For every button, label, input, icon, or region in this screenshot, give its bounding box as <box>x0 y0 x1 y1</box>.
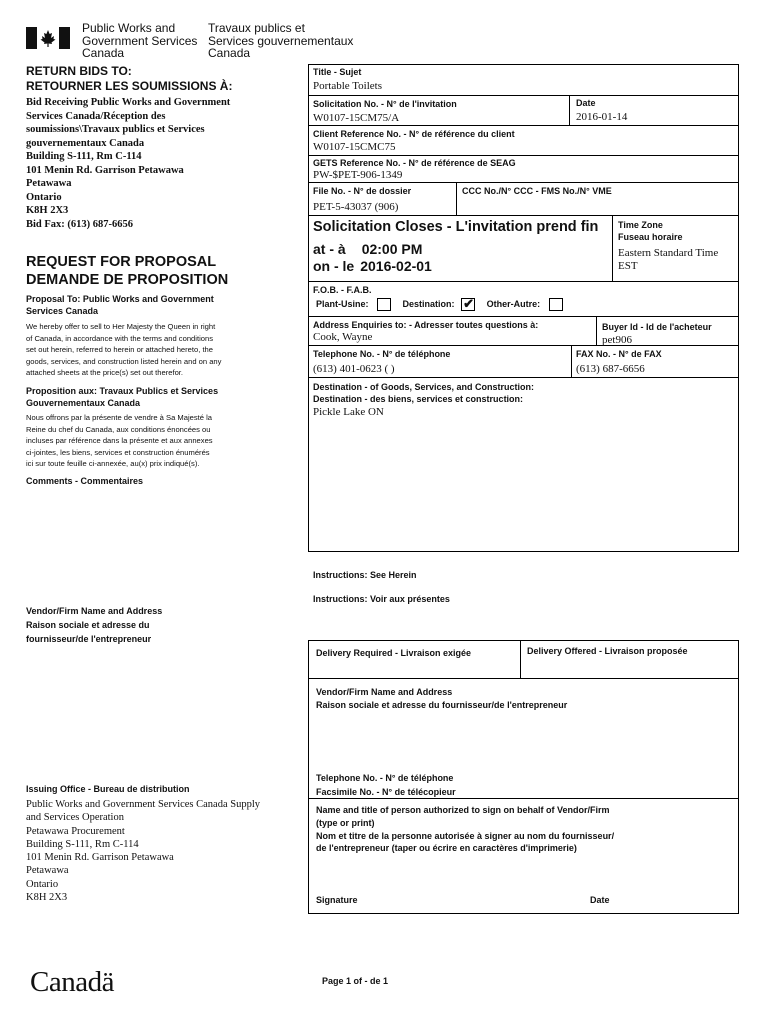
vendor-firm-label: Vendor/Firm Name and Address Raison sociale et adresse du fournisseur/de l'entrepreneur <box>316 687 568 710</box>
gets-ref-value: PW-$PET-906-1349 <box>313 169 403 181</box>
rfp-title: REQUEST FOR PROPOSAL DEMANDE DE PROPOSITION <box>26 254 229 288</box>
solicitation-closes: Solicitation Closes - L'invitation prend fin <box>313 219 599 235</box>
page-number: Page 1 of - de 1 <box>322 976 389 986</box>
other-label: Other-Autre: <box>486 298 541 309</box>
plant-checkbox[interactable] <box>377 298 391 311</box>
signature-label: Signature <box>316 895 358 905</box>
offer-text-en: We hereby offer to sell to Her Majesty the Queen in right of Canada, in accordance with the terms and conditions set out herein, referred to herein or attached hereto, the goods, services, and construction listed herein and on any attached sheets at the price(s) set out therefor. <box>26 322 222 377</box>
department-name-en: Public Works and Government Services Canada <box>82 21 198 60</box>
vendor-telephone-label: Telephone No. - N° de téléphone Facsimile No. - N° de télécopieur <box>316 773 456 797</box>
proposition-aux: Proposition aux: Travaux Publics et Services Gouvernementaux Canada <box>26 386 219 408</box>
proposal-to: Proposal To: Public Works and Government Services Canada <box>26 294 214 316</box>
plant-label: Plant-Usine: <box>316 298 369 309</box>
solicitation-label: Solicitation No. - N° de l'invitation <box>313 99 457 109</box>
date-value: 2016-01-14 <box>576 111 628 123</box>
return-bids-title: RETURN BIDS TO: RETOURNER LES SOUMISSIONS À: <box>26 64 233 93</box>
delivery-offered-label: Delivery Offered - Livraison proposée <box>527 646 688 656</box>
buyer-id-label: Buyer Id - Id de l'acheteur <box>602 322 712 332</box>
return-bids-address: Bid Receiving Public Works and Government Services Canada/Réception des soumissions\Travaux publics et Services gouvernementaux Canada Building S-111, Rm C-114 101 Menin Rd. Garrison Petawawa Petawawa Ontario K8H 2X3 Bid Fax: (613) 687-6656 <box>26 97 231 230</box>
buyer-id-value: pet906 <box>602 334 632 346</box>
fob-options <box>316 298 563 311</box>
destination-label: Destination: <box>402 298 455 309</box>
delivery-required-label: Delivery Required - Livraison exigée <box>316 648 472 658</box>
fob-label: F.O.B. - F.A.B. <box>313 285 372 295</box>
instructions-en: Instructions: See Herein <box>313 570 417 580</box>
check-mark-icon: ✔ <box>463 296 474 311</box>
at-value: 02:00 PM <box>361 241 423 257</box>
solicitation-value: W0107-15CM75/A <box>313 112 400 124</box>
issuing-office-label: Issuing Office - Bureau de distribution <box>26 784 190 794</box>
instructions-fr: Instructions: Voir aux présentes <box>313 594 450 604</box>
destination-goods-value: Pickle Lake ON <box>313 406 384 418</box>
date-label: Date <box>576 98 596 108</box>
time-zone-label: Time Zone Fuseau horaire <box>618 220 683 242</box>
comments-label: Comments - Commentaires <box>26 476 144 486</box>
title-label: Title - Sujet <box>313 67 362 77</box>
offer-text-fr: Nous offrons par la présente de vendre à Sa Majesté la Reine du chef du Canada, aux conditions énoncées ou incluses par référence dans la présente et aux annexes ci-jointes, les biens, services et construction énumérés ici sur toute feuille ci-annexée, au(x) prix indiqué(s). <box>26 413 213 468</box>
closing-time <box>313 241 432 275</box>
vendor-firm-label-left: Vendor/Firm Name and Address Raison sociale et adresse du fournisseur/de l'entrepreneur <box>26 606 163 644</box>
fax-label: FAX No. - N° de FAX <box>576 349 662 359</box>
authorized-person-label: Name and title of person authorized to sign on behalf of Vendor/Firm (type or print) Nom et titre de la personne autorisée à signer au nom du fournisseur/ de l'entrepreneur (taper ou écrire en caractères d'imprimerie) <box>316 805 615 854</box>
client-ref-value: W0107-15CMC75 <box>313 141 396 153</box>
destination-goods-label: Destination - of Goods, Services, and Construction: Destination - des biens, services et construction: <box>313 382 535 404</box>
telephone-label: Telephone No. - N° de téléphone <box>313 349 451 359</box>
other-checkbox[interactable] <box>549 298 563 311</box>
telephone-value: (613) 401-0623 ( ) <box>313 363 395 375</box>
department-name-fr: Travaux publics et Services gouvernementaux Canada <box>208 21 354 60</box>
destination-checkbox[interactable] <box>461 298 475 311</box>
ccc-no-label: CCC No./N° CCC - FMS No./N° VME <box>462 186 612 196</box>
on-value: 2016-02-01 <box>360 258 432 274</box>
time-zone-value: Eastern Standard Time EST <box>618 247 719 272</box>
fax-value: (613) 687-6656 <box>576 363 645 375</box>
signature-date-label: Date <box>590 895 610 905</box>
issuing-office-address: Public Works and Government Services Canada Supply and Services Operation Petawawa Procurement Building S-111, Rm C-114 101 Menin Rd. Garrison Petawawa Petawawa Ontario K8H 2X3 <box>26 799 261 904</box>
client-ref-label: Client Reference No. - N° de référence du client <box>313 129 515 139</box>
canada-flag-icon <box>26 27 70 49</box>
gets-ref-label: GETS Reference No. - N° de référence de SEAG <box>313 158 516 168</box>
file-no-value: PET-5-43037 (906) <box>313 201 399 213</box>
at-label: at - à <box>313 241 346 257</box>
file-no-label: File No. - N° de dossier <box>313 186 412 196</box>
address-enquiries-label: Address Enquiries to: - Adresser toutes questions à: <box>313 320 539 330</box>
address-enquiries-value: Cook, Wayne <box>313 331 373 343</box>
on-label: on - le <box>313 258 355 274</box>
canada-wordmark: Canadä <box>30 966 114 998</box>
title-value: Portable Toilets <box>313 80 382 92</box>
